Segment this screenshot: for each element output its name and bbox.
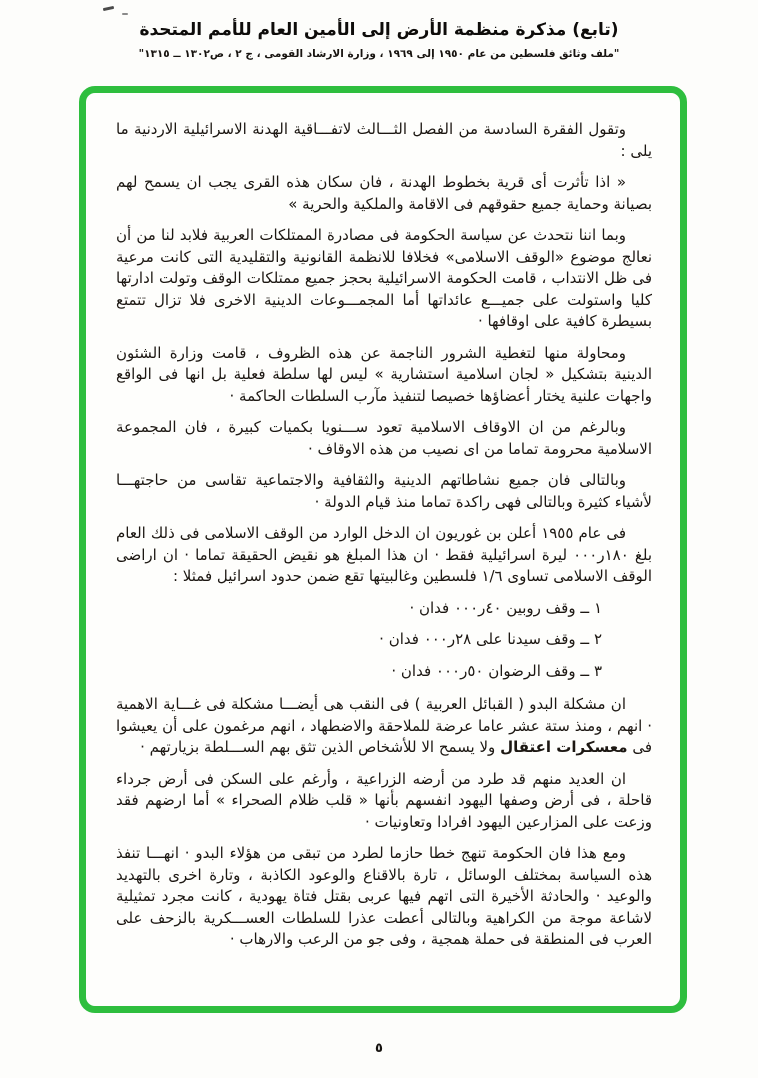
bedouin-text-after: ولا يسمح الا للأشخاص الذين تثق بهم الســـلطة بزيارتهم ·	[140, 738, 501, 756]
paragraph-activities-stagnant: وبالتالى فان جميع نشاطاتهم الدينية والثقافية والاجتماعية تقاسى من حاجتهـــا لأشياء كثيرة وبالتالى فهى راكدة تماما منذ قيام الدولة ·	[116, 471, 652, 511]
paragraph-ben-gurion-1955: فى عام ١٩٥٥ أعلن بن غوريون ان الدخل الوارد من الوقف الاسلامى فى ذلك العام بلغ ١٨٠ر٠٠٠ ليرة اسرائيلية فقط · ان هذا المبلغ هو نقيض الحقيقة تماما · ان اراضى الوقف الاسلامى تساوى ١/٦ فلسطين وغالبيتها تقع ضمن حدود اسرائيل فمثلا :	[116, 524, 652, 585]
waqf-list	[116, 598, 602, 683]
list-item-waqf-sidna-ali: ٢ ــ وقف سيدنا على ٢٨ر٠٠٠ فدان ·	[379, 630, 602, 648]
source-citation: "ملف وثائق فلسطين من عام ١٩٥٠ إلى ١٩٦٩ ، وزارة الارشاد القومى ، ج ٢ ، ص١٣٠٢ ــ ١٣١٥"	[138, 48, 620, 60]
list-item-waqf-ridwan: ٣ ــ وقف الرضوان ٥٠ر٠٠٠ فدان ·	[391, 661, 602, 680]
paragraph-waqf-revenues: وبالرغم من ان الاوقاف الاسلامية تعود ســـنويا بكميات كبيرة ، فان المجموعة الاسلامية محرومة تماما من اى نصيب من هذه الاوقاف ·	[116, 418, 652, 458]
paragraph-armistice-intro: وتقول الفقرة السادسة من الفصل الثـــالث لاتفـــاقية الهدنة الاسرائيلية الاردنية ما يلى :	[116, 120, 652, 160]
paragraph-armistice-quote: « اذا تأثرت أى قرية بخطوط الهدنة ، فان سكان هذه القرى يجب ان يسمح لهم بصيانة وحماية جميع حقوقهم فى الاقامة والملكية والحرية »	[116, 173, 652, 213]
bold-detention-camps: معسكرات اعتقال	[500, 738, 628, 756]
scan-artifact-dash	[103, 6, 114, 11]
document-header	[0, 20, 758, 60]
paragraph-expulsion-to-desert: ان العديد منهم قد طرد من أرضه الزراعية ، وأرغم على السكن فى أرض جرداء قاحلة ، فى أرض وصفها اليهود انفسهم بأنها « قلب ظلام الصحراء » أما ارضهم فقد وزعت على المزارعين اليهود افرادا وتعاونيات ·	[116, 769, 652, 831]
scan-artifact-dash	[122, 13, 128, 15]
paragraph-waqf-confiscation: وبما اننا نتحدث عن سياسة الحكومة فى مصادرة الممتلكات العربية فلابد لنا من أن نعالج موضوع «الوقف الاسلامى» فخلافا للانظمة القانونية والتقليدية التى كانت مرعية فى ظل الانتداب ، قامت الحكومة الاسرائيلية بحجز جميع ممتلكات الوقف وتولت ادارتها كليا واستولت على جميـــع عائداتها أما المجمـــوعات الدينية الاخرى فلا تزال تتمتع بسيطرة كافية على اوقافها ·	[116, 226, 652, 330]
page-number: ٥	[375, 1041, 383, 1056]
green-border-frame	[79, 86, 687, 1013]
paragraph-bedouin-problem	[116, 694, 652, 759]
document-title: (تابع) مذكرة منظمة الأرض إلى الأمين العام للأمم المتحدة	[139, 20, 619, 40]
list-item-waqf-rubin: ١ ــ وقف روبين ٤٠ر٠٠٠ فدان ·	[409, 598, 602, 617]
paragraph-expulsion-policy: ومع هذا فان الحكومة تنهج خطا حازما لطرد من تبقى من هؤلاء البدو · انهـــا تنفذ هذه السياسة بمختلف الوسائل ، تارة بالاقناع والوعود الكاذبة ، وتارة اخرى بالتهديد والوعيد · والحادثة الأخيرة التى اتهم فيها عربى بقتل فتاة يهودية ، كانت مجرد تمثيلية لاشاعة موجة من الكراهية وبالتالى أعطت عذرا للسلطات العســـكرية بالزحف على العرب فى المنطقة فى حملة همجية ، وفى جو من الرعب والارهاب ·	[116, 844, 652, 948]
bedouin-text-before: ان مشكلة البدو ( القبائل العربية ) فى النقب هى أيضـــا مشكلة فى غـــاية الاهمية · انهم ، ومنذ ستة عشر عاما عرضة للملاحقة والاضطهاد ، انهم مرغمون على أن يعيشوا فى	[116, 695, 652, 756]
paragraph-islamic-councils: ومحاولة منها لتغطية الشرور الناجمة عن هذه الظروف ، قامت وزارة الشئون الدينية بتشكيل « لجان اسلامية استشارية » ليس لها سلطة فعلية بل انها فى الواقع واجهات علنية يختار أعضاؤها خصيصا لتنفيذ مآرب السلطات الحاكمة ·	[116, 343, 652, 405]
